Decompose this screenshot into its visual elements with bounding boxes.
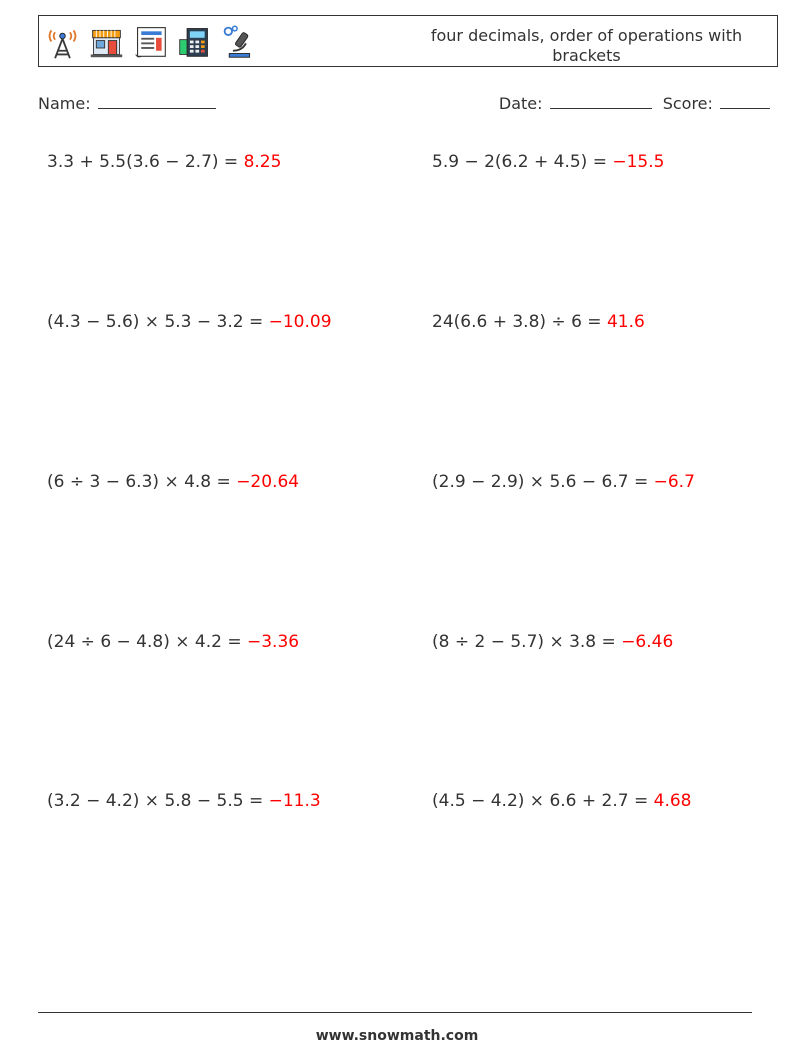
problem-expression: 3.3 + 5.5(3.6 − 2.7) = bbox=[47, 152, 244, 172]
name-blank[interactable] bbox=[98, 92, 216, 109]
problem-7 bbox=[47, 631, 299, 653]
calculator-icon bbox=[176, 23, 213, 60]
footer-divider bbox=[38, 1012, 752, 1013]
problem-answer: −6.46 bbox=[621, 632, 674, 652]
problem-answer: −10.09 bbox=[268, 312, 332, 332]
score-blank[interactable] bbox=[720, 92, 770, 109]
problem-expression: (4.5 − 4.2) × 6.6 + 2.7 = bbox=[432, 791, 654, 811]
problem-expression: (3.2 − 4.2) × 5.8 − 5.5 = bbox=[47, 791, 269, 811]
problem-expression: (6 ÷ 3 − 6.3) × 4.8 = bbox=[47, 472, 237, 492]
problem-answer: −3.36 bbox=[247, 632, 300, 652]
date-label: Date: bbox=[498, 94, 543, 113]
problem-answer: −15.5 bbox=[612, 152, 665, 172]
document-icon bbox=[132, 23, 169, 60]
worksheet-title: four decimals, order of operations with brackets bbox=[430, 26, 743, 65]
problem-answer: −6.7 bbox=[653, 472, 695, 492]
problem-5 bbox=[47, 471, 299, 493]
problem-expression: 5.9 − 2(6.2 + 4.5) = bbox=[432, 152, 613, 172]
problem-8 bbox=[432, 631, 673, 653]
header-icons bbox=[44, 22, 257, 60]
problem-2 bbox=[432, 151, 664, 173]
problem-expression: 24(6.6 + 3.8) ÷ 6 = bbox=[432, 312, 607, 332]
radio-tower-icon bbox=[44, 23, 81, 60]
date-score-fields bbox=[499, 92, 770, 115]
date-blank[interactable] bbox=[550, 92, 652, 109]
name-label: Name: bbox=[38, 94, 91, 113]
problem-answer: 4.68 bbox=[653, 791, 692, 811]
problem-answer: −11.3 bbox=[268, 791, 321, 811]
problem-expression: (8 ÷ 2 − 5.7) × 3.8 = bbox=[432, 632, 622, 652]
worksheet-header bbox=[38, 15, 778, 67]
problem-expression: (24 ÷ 6 − 4.8) × 4.2 = bbox=[47, 632, 247, 652]
problem-answer: −20.64 bbox=[236, 472, 300, 492]
problem-4 bbox=[432, 311, 645, 333]
footer-site[interactable]: www.snowmath.com bbox=[315, 1028, 479, 1044]
problem-answer: 8.25 bbox=[243, 152, 282, 172]
problem-3 bbox=[47, 311, 332, 333]
problem-expression: (2.9 − 2.9) × 5.6 − 6.7 = bbox=[432, 472, 654, 492]
problem-expression: (4.3 − 5.6) × 5.3 − 3.2 = bbox=[47, 312, 269, 332]
microscope-icon bbox=[220, 23, 257, 60]
problem-1 bbox=[47, 151, 281, 173]
name-field bbox=[38, 92, 216, 115]
problem-6 bbox=[432, 471, 695, 493]
problem-answer: 41.6 bbox=[606, 312, 645, 332]
problem-9 bbox=[47, 790, 321, 812]
problem-10 bbox=[432, 790, 691, 812]
score-label: Score: bbox=[662, 94, 713, 113]
storefront-icon bbox=[88, 23, 125, 60]
